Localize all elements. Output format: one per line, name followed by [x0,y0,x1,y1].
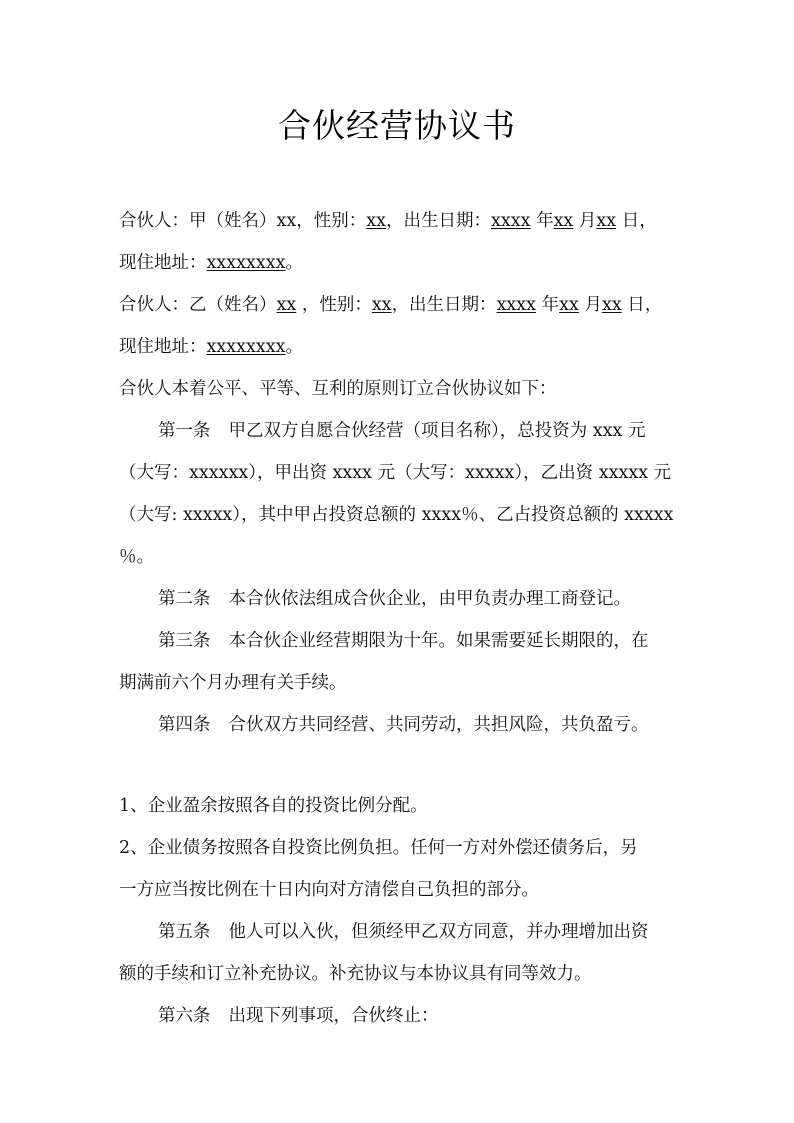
punctuation: 。 [285,253,303,273]
gender-label: ，性别： [296,295,372,315]
month-char: 月 [584,295,602,315]
year-char: 年 [536,211,554,231]
article-6-text: 出现下列事项，合伙终止： [228,1006,439,1026]
partner-a-label: 合伙人：甲（姓名） [119,211,277,231]
partner-b-label: 合伙人：乙（姓名） [119,295,277,315]
day-char: 日， [621,211,657,231]
punctuation: 。 [285,337,303,357]
article-2-text: 本合伙依法组成合伙企业，由甲负责办理工商登记。 [228,589,631,609]
partner-a-info-line [119,200,679,242]
article-5 [119,911,679,995]
gender-label: ，性别： [296,211,367,231]
partner-a-block [119,200,679,284]
partner-a-birth-year: xxxx [491,211,531,231]
article-1 [119,410,679,578]
article-3-text: 本合伙企业经营期限为十年。如果需要延长期限的，在 [228,631,649,651]
list-item-2-line-2: 一方应当按比例在十日内向对方清偿自己负担的部分。 [119,880,539,900]
birth-label: ，出生日期： [386,211,491,231]
article-3-line-1 [119,620,679,662]
birth-label: ，出生日期： [391,295,497,315]
article-4-line [119,704,679,746]
preamble-text: 合伙人本着公平、平等、互利的原则订立合伙协议如下： [119,379,557,399]
article-6-line [119,995,679,1037]
day-char: 日， [627,295,663,315]
address-label: 现住地址： [119,253,207,273]
partner-a-address-line [119,242,679,284]
article-3 [119,620,679,704]
list-item-1: 1、企业盈余按照各自的投资比例分配。 [119,796,428,816]
month-char: 月 [578,211,597,231]
article-4-text: 合伙双方共同经营、共同劳动，共担风险，共负盈亏。 [228,715,649,735]
partner-b-birth-month: xx [559,295,579,315]
article-3-heading: 第三条 [158,631,211,651]
partner-b-birth-year: xxxx [496,295,537,315]
article-2-line [119,578,679,620]
partner-b-name: xx [276,295,297,315]
article-1-line-2: （大写：xxxxxx），甲出资 xxxx 元（大写：xxxxx），乙出资 xxxxx 元 [119,463,672,483]
article-1-text: 甲乙双方自愿合伙经营（项目名称），总投资为 xxx 元 [228,421,646,441]
article-4-heading: 第四条 [158,715,211,735]
partner-b-info-line [119,284,679,326]
partner-a-address: xxxxxxxx [206,253,286,273]
article-1-line-1 [119,410,679,452]
partner-b-gender: xx [371,295,392,315]
partner-a-name: xx [276,211,297,231]
address-label: 现住地址： [119,337,207,357]
partner-b-address: xxxxxxxx [206,337,286,357]
article-3-line-2: 期满前六个月办理有关手续。 [119,673,347,693]
article-5-line-2: 额的手续和订立补充协议。补充协议与本协议具有同等效力。 [119,964,592,984]
article-6 [119,995,679,1037]
article-2 [119,578,679,620]
partner-a-birth-day: xx [596,211,617,231]
article-4-items [119,785,679,911]
article-1-line-4: ％。 [119,547,154,567]
article-1-line-3: （大写: xxxxx），其中甲占投资总额的 xxxx％、乙占投资总额的 xxxxx [119,505,674,525]
partner-b-birth-day: xx [601,295,622,315]
article-1-heading: 第一条 [158,421,211,441]
preamble [119,368,679,410]
partner-a-gender: xx [366,211,386,231]
year-char: 年 [541,295,560,315]
partner-b-address-line [119,326,679,368]
partner-b-block [119,284,679,368]
article-5-text: 他人可以入伙，但须经甲乙双方同意，并办理增加出资 [228,922,649,942]
article-4 [119,704,679,746]
list-item-2-line-1: 2、企业债务按照各自投资比例负担。任何一方对外偿还债务后，另 [119,838,638,858]
article-5-heading: 第五条 [158,922,211,942]
partner-a-birth-month: xx [553,211,574,231]
article-6-heading: 第六条 [158,1006,211,1026]
article-5-line-1 [119,911,679,953]
article-2-heading: 第二条 [158,589,211,609]
document-title: 合伙经营协议书 [278,106,516,145]
